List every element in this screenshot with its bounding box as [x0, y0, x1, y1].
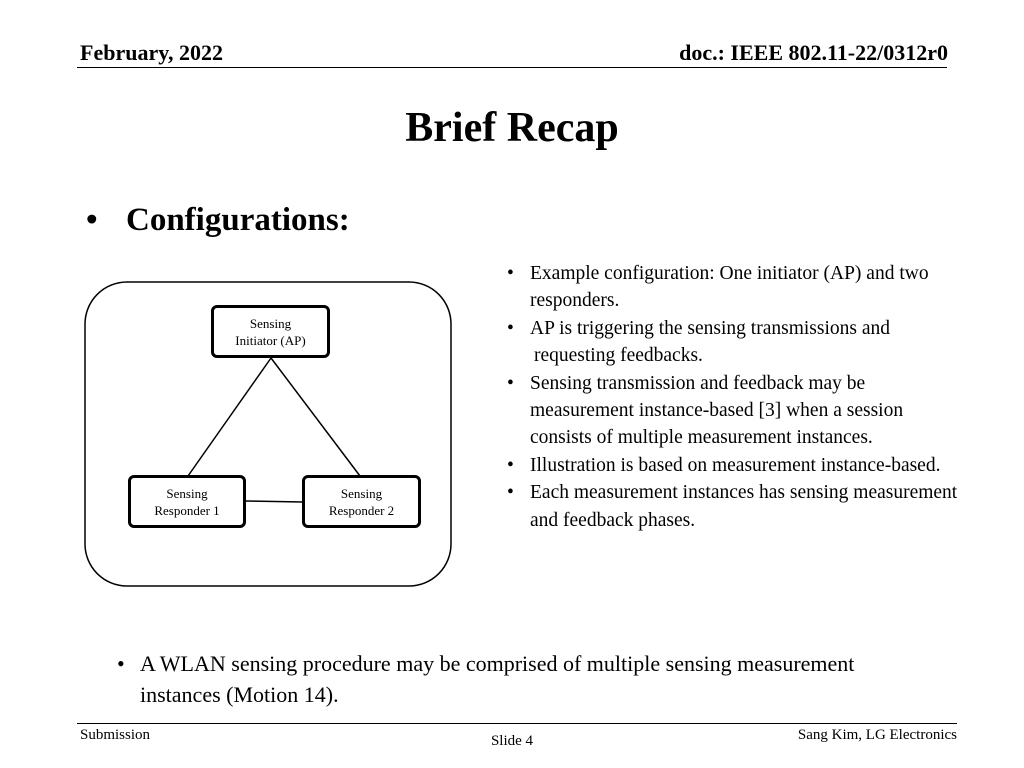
header-doc-number: doc.: IEEE 802.11-22/0312r0 [679, 40, 948, 65]
bullet-marker: • [507, 454, 514, 476]
link-responder1-responder2 [245, 501, 303, 502]
list-item [507, 479, 967, 534]
bullet-marker: • [507, 263, 514, 284]
node-sensing-responder-1 [128, 475, 246, 528]
bullet-text: Example configuration: One initiator (AP) and two responders. [530, 263, 929, 312]
slide-title: Brief Recap [405, 105, 619, 151]
bullet-text: Illustration is based on measurement instance-based. [530, 454, 941, 476]
node-responder2-line1: Sensing [340, 485, 383, 501]
node-responder2-line2: Responder 2 [328, 502, 395, 518]
node-initiator-line2: Initiator (AP) [235, 332, 306, 348]
section-bullet: • [86, 202, 98, 238]
node-sensing-initiator [211, 305, 330, 358]
bottom-bullet [117, 648, 897, 710]
header-date: February, 2022 [80, 40, 223, 65]
node-responder1-line1: Sensing [166, 485, 208, 501]
section-heading-text: Configurations: [126, 202, 350, 238]
list-item [507, 452, 967, 479]
footer-author: Sang Kim, LG Electronics [797, 727, 957, 743]
bullet-list [507, 260, 967, 534]
bottom-bullet-marker: • [117, 651, 125, 676]
node-sensing-responder-2 [302, 475, 421, 528]
bullet-marker: • [507, 482, 514, 504]
bullet-text: AP is triggering the sensing transmissions and [530, 317, 891, 339]
bottom-bullet-text: A WLAN sensing procedure may be comprised of multiple sensing measurement instances (Motion 14). [140, 651, 855, 707]
list-item [507, 260, 967, 315]
node-initiator-line1: Sensing [249, 315, 292, 331]
footer-slide-number: Slide 4 [490, 733, 534, 749]
bullet-text: Each measurement instances has sensing measurement and feedback phases. [530, 482, 958, 531]
list-item [507, 370, 967, 452]
bullet-marker: • [507, 317, 514, 339]
link-initiator-responder1 [188, 358, 271, 476]
footer-divider [77, 723, 957, 724]
list-item [507, 315, 967, 342]
link-initiator-responder2 [271, 358, 360, 476]
bullet-text: Sensing transmission and feedback may be measurement instance-based [3] when a session consists of multiple measurement instances. [530, 372, 904, 449]
footer-submission: Submission [80, 727, 151, 743]
bullet-marker: • [507, 372, 514, 394]
bullet-continuation: requesting feedbacks. [534, 345, 703, 367]
node-responder1-line2: Responder 1 [154, 502, 220, 518]
